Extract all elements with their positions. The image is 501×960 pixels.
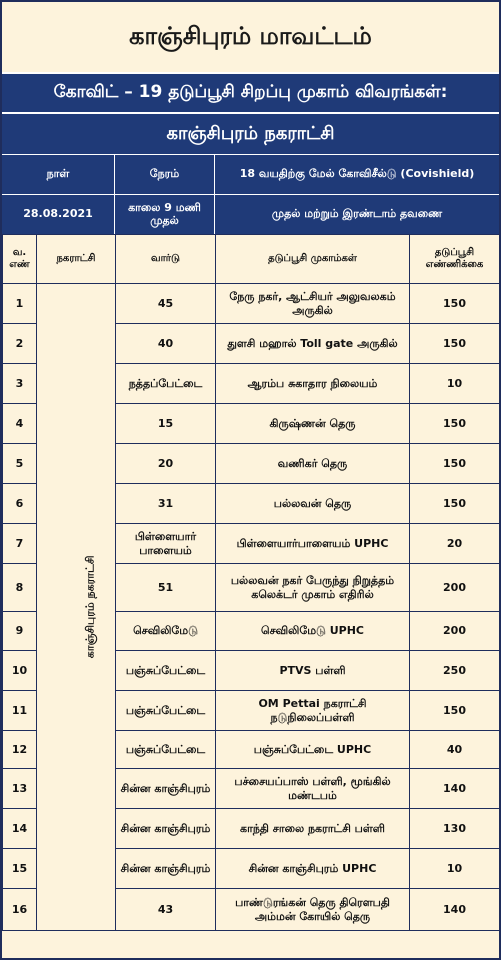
row-camp: காந்தி சாலை நகராட்சி பள்ளி [216, 809, 410, 849]
date-label: நாள் [2, 155, 115, 194]
row-camp: வணிகர் தெரு [216, 444, 410, 484]
row-sno: 16 [3, 889, 37, 931]
subtitle-band: கோவிட் – 19 தடுப்பூசி சிறப்பு முகாம் விவரங்கள்: [2, 72, 499, 112]
vaccine-label: 18 வயதிற்கு மேல் கோவிசீல்டு (Covishield) [239, 167, 475, 181]
row-sno: 8 [3, 564, 37, 612]
row-sno: 2 [3, 324, 37, 364]
row-sno: 1 [3, 284, 37, 324]
row-count: 200 [410, 612, 500, 651]
col-header-ward: வார்டு [116, 235, 216, 284]
row-camp: பஞ்சுப்பேட்டை UPHC [216, 731, 410, 769]
col-header-municipality: நகராட்சி [37, 235, 116, 284]
time-label: நேரம் [115, 155, 215, 194]
row-count: 10 [410, 849, 500, 889]
date-value: 28.08.2021 [2, 195, 115, 234]
row-count: 140 [410, 889, 500, 931]
row-sno: 13 [3, 769, 37, 809]
row-ward: பஞ்சுப்பேட்டை [116, 731, 216, 769]
row-sno: 15 [3, 849, 37, 889]
row-camp: நேரு நகர், ஆட்சியர் அலுவலகம் அருகில் [216, 284, 410, 324]
row-camp: செவிலிமேடு UPHC [216, 612, 410, 651]
row-count: 150 [410, 691, 500, 731]
row-sno: 10 [3, 651, 37, 691]
row-ward: 51 [116, 564, 216, 612]
row-count: 40 [410, 731, 500, 769]
row-count: 150 [410, 404, 500, 444]
row-sno: 14 [3, 809, 37, 849]
row-ward: 15 [116, 404, 216, 444]
row-camp: சின்ன காஞ்சிபுரம் UPHC [216, 849, 410, 889]
row-count: 150 [410, 484, 500, 524]
col-header-camp: தடுப்பூசி முகாம்கள் [216, 235, 410, 284]
row-camp: ஆரம்ப சுகாதார நிலையம் [216, 364, 410, 404]
row-sno: 5 [3, 444, 37, 484]
row-sno: 4 [3, 404, 37, 444]
row-ward: பிள்ளையார் பாளையம் [116, 524, 216, 564]
row-ward: சின்ன காஞ்சிபுரம் [116, 809, 216, 849]
row-camp: துளசி மஹால் Toll gate அருகில் [216, 324, 410, 364]
row-camp: பாண்டுரங்கன் தெரு திரௌபதி அம்மன் கோயில் தெரு [216, 889, 410, 931]
row-camp: பல்லவன் நகர் பேருந்து நிறுத்தம் கலெக்டர் முகாம் எதிரில் [216, 564, 410, 612]
row-ward: 40 [116, 324, 216, 364]
row-count: 130 [410, 809, 500, 849]
municipality-heading: காஞ்சிபுரம் நகராட்சி [2, 112, 499, 154]
row-camp: பிள்ளையார்பாளையம் UPHC [216, 524, 410, 564]
row-count: 150 [410, 284, 500, 324]
row-count: 250 [410, 651, 500, 691]
row-camp: OM Pettai நகராட்சி நடுநிலைப்பள்ளி [216, 691, 410, 731]
row-ward: சின்ன காஞ்சிபுரம் [116, 849, 216, 889]
row-ward: பஞ்சுப்பேட்டை [116, 691, 216, 731]
row-ward: 31 [116, 484, 216, 524]
row-ward: நத்தப்பேட்டை [116, 364, 216, 404]
municipality-name-vertical [37, 284, 116, 931]
camp-table [2, 234, 500, 931]
col-header-sno: வ. எண் [3, 235, 37, 284]
row-ward: பஞ்சுப்பேட்டை [116, 651, 216, 691]
row-count: 200 [410, 564, 500, 612]
row-sno: 12 [3, 731, 37, 769]
row-ward: சின்ன காஞ்சிபுரம் [116, 769, 216, 809]
dose-value: முதல் மற்றும் இரண்டாம் தவணை [271, 207, 443, 221]
row-count: 10 [410, 364, 500, 404]
municipality-name-text: காஞ்சிபுரம் நகராட்சி [83, 555, 97, 659]
col-header-count: தடுப்பூசி எண்ணிக்கை [410, 235, 500, 284]
row-sno: 11 [3, 691, 37, 731]
time-value: காலை 9 மணி முதல் [115, 195, 215, 234]
row-count: 150 [410, 324, 500, 364]
table-header-row [3, 235, 500, 284]
row-ward: 20 [116, 444, 216, 484]
row-sno: 9 [3, 612, 37, 651]
district-title: காஞ்சிபுரம் மாவட்டம் [129, 21, 372, 50]
row-camp: பல்லவன் தெரு [216, 484, 410, 524]
info-header-row [2, 154, 499, 194]
row-sno: 3 [3, 364, 37, 404]
row-ward: 43 [116, 889, 216, 931]
row-sno: 6 [3, 484, 37, 524]
row-count: 150 [410, 444, 500, 484]
row-camp: பச்சையப்பாஸ் பள்ளி, மூங்கில் மண்டபம் [216, 769, 410, 809]
row-sno: 7 [3, 524, 37, 564]
row-camp: கிருஷ்ணன் தெரு [216, 404, 410, 444]
row-ward: செவிலிமேடு [116, 612, 216, 651]
row-camp: PTVS பள்ளி [216, 651, 410, 691]
row-count: 140 [410, 769, 500, 809]
row-count: 20 [410, 524, 500, 564]
table-row [3, 284, 500, 324]
info-value-row [2, 194, 499, 234]
row-ward: 45 [116, 284, 216, 324]
